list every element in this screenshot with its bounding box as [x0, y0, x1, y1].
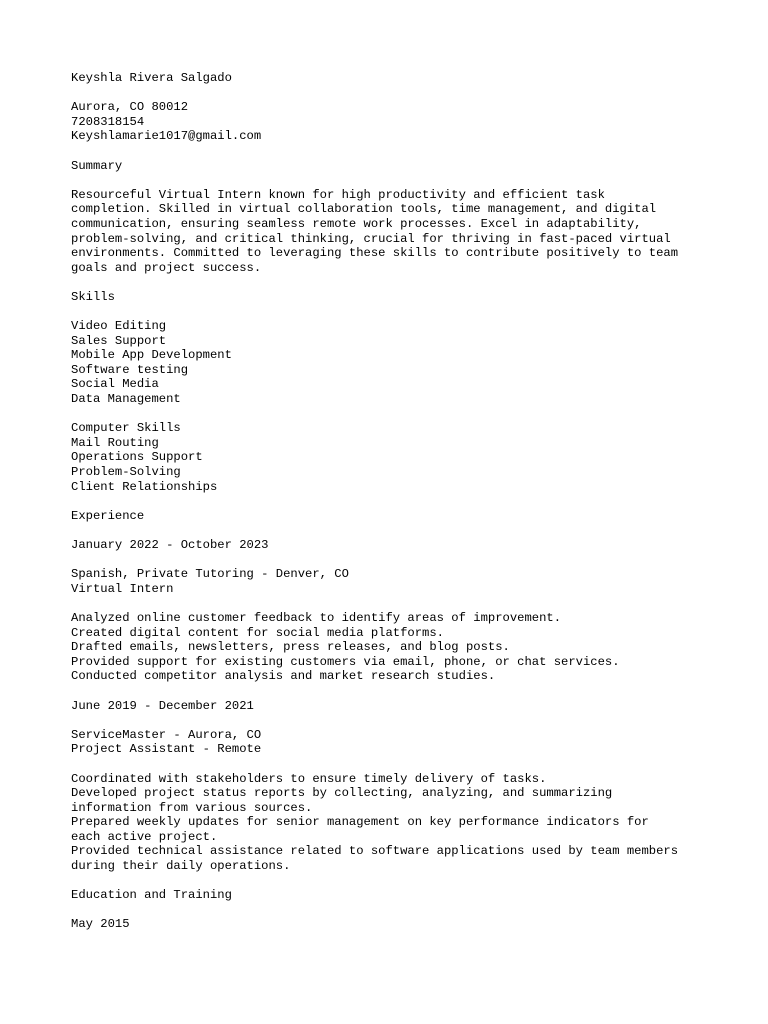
- skill-item: Sales Support: [71, 333, 167, 348]
- summary-line: communication, ensuring seamless remote work processes. Excel in adaptability,: [71, 216, 642, 231]
- job-dates: January 2022 - October 2023: [71, 538, 269, 552]
- job-duty: Prepared weekly updates for senior management on key performance indicators for: [71, 815, 649, 830]
- education-date: May 2015: [71, 917, 130, 932]
- skill-item: Client Relationships: [71, 479, 218, 494]
- job-duty: Analyzed online customer feedback to identify areas of improvement.: [71, 610, 562, 625]
- email: Keyshlamarie1017@gmail.com: [71, 129, 262, 144]
- job-duty: Provided support for existing customers via email, phone, or chat services.: [71, 654, 620, 669]
- skill-item: Social Media: [71, 377, 159, 392]
- job-role: Virtual Intern: [71, 581, 174, 596]
- summary-line: goals and project success.: [71, 260, 262, 275]
- job-duty: Provided technical assistance related to software applications used by team members: [71, 844, 679, 859]
- skill-item: Computer Skills: [71, 421, 181, 436]
- skill-item: Mobile App Development: [71, 348, 232, 363]
- job-duty: during their daily operations.: [71, 859, 291, 874]
- skill-item: Operations Support: [71, 450, 203, 465]
- phone: 7208318154: [71, 114, 145, 129]
- skills-heading: Skills: [71, 289, 115, 304]
- education-heading: Education and Training: [71, 888, 232, 903]
- skill-item: Mail Routing: [71, 435, 159, 450]
- location: Aurora, CO 80012: [71, 100, 189, 115]
- resume-document: [71, 71, 731, 932]
- skill-item: Video Editing: [71, 319, 167, 334]
- job-duty: each active project.: [71, 829, 218, 844]
- job-duty: Developed project status reports by collecting, analyzing, and summarizing: [71, 786, 613, 801]
- job-duty: Drafted emails, newsletters, press releases, and blog posts.: [71, 640, 510, 655]
- candidate-name: Keyshla Rivera Salgado: [71, 71, 232, 85]
- job-duty: Created digital content for social media platforms.: [71, 625, 444, 640]
- summary-heading: Summary: [71, 158, 123, 173]
- summary-line: problem-solving, and critical thinking, crucial for thriving in fast-paced virtual: [71, 231, 671, 246]
- job-role: Project Assistant - Remote: [71, 742, 262, 757]
- summary-line: completion. Skilled in virtual collaboration tools, time management, and digital: [71, 202, 657, 217]
- summary-line: environments. Committed to leveraging these skills to contribute positively to team: [71, 246, 679, 261]
- summary-line: Resourceful Virtual Intern known for high productivity and efficient task: [71, 187, 605, 202]
- job-duty: Coordinated with stakeholders to ensure timely delivery of tasks.: [71, 771, 547, 786]
- job-duty: information from various sources.: [71, 800, 313, 815]
- experience-heading: Experience: [71, 508, 145, 523]
- job-company: ServiceMaster - Aurora, CO: [71, 727, 262, 742]
- skill-item: Software testing: [71, 362, 189, 377]
- job-company: Spanish, Private Tutoring - Denver, CO: [71, 567, 349, 582]
- job-dates: June 2019 - December 2021: [71, 698, 254, 713]
- job-duty: Conducted competitor analysis and market research studies.: [71, 669, 496, 684]
- skill-item: Data Management: [71, 392, 181, 407]
- skill-item: Problem-Solving: [71, 465, 181, 480]
